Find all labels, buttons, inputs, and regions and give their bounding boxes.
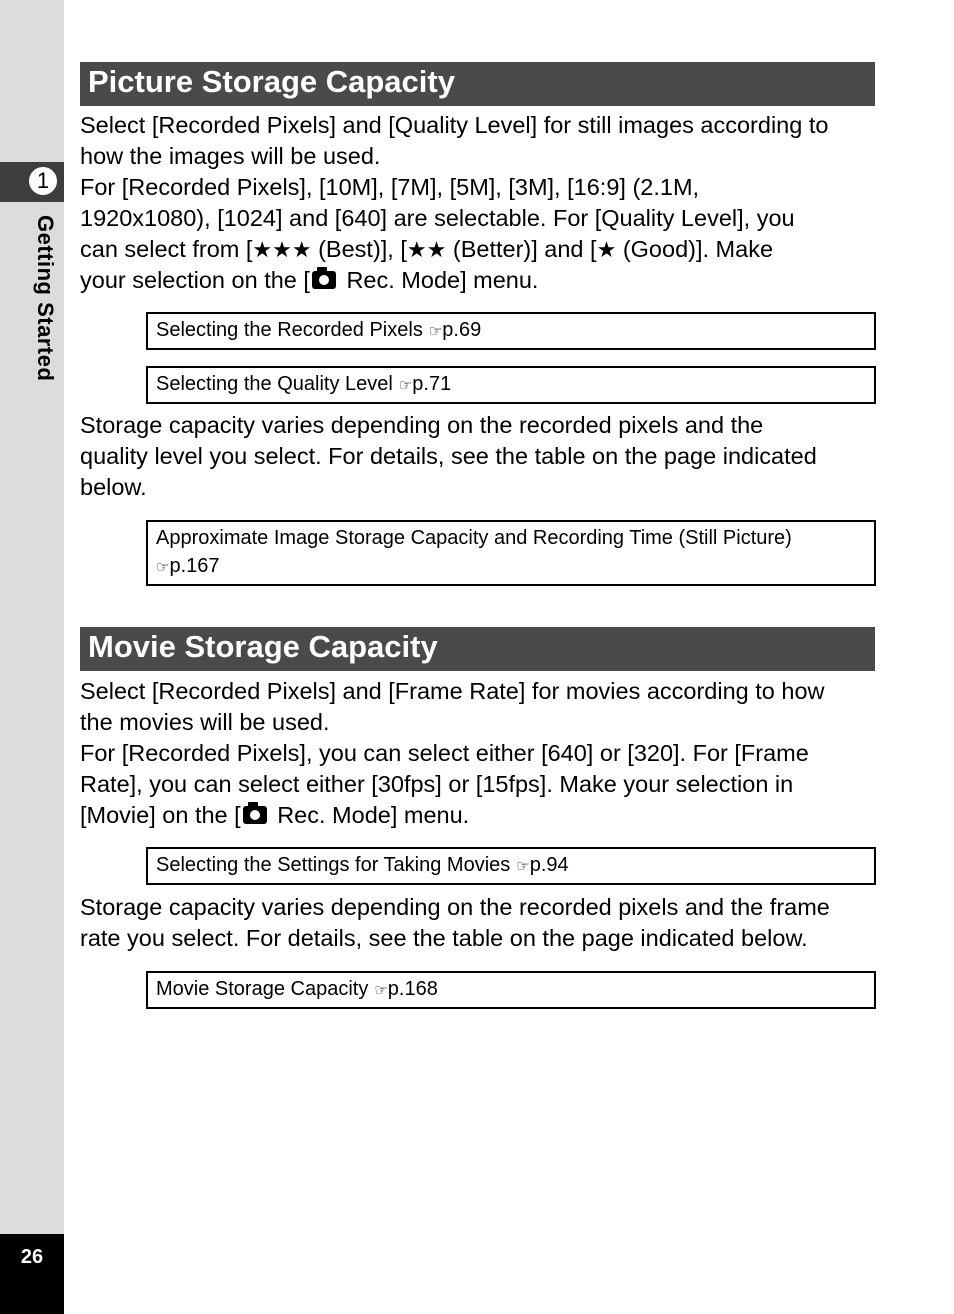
reference-icon: ☞: [428, 323, 443, 340]
star-good-icon: ★: [596, 237, 617, 262]
reference-movie-storage-table[interactable]: Movie Storage Capacity ☞p.168: [146, 971, 876, 1009]
movie-capacity-paragraph: Storage capacity varies depending on the recorded pixels and the frame rate you select. For details, see the table on the page indicated below.: [80, 894, 830, 951]
reference-icon: ☞: [156, 559, 170, 576]
reference-quality-level[interactable]: Selecting the Quality Level ☞p.71: [146, 366, 876, 404]
picture-capacity-paragraph: Storage capacity varies depending on the recorded pixels and the quality level you select. For details, see the table on the page indicated below.: [80, 412, 817, 500]
picture-intro-paragraph: Select [Recorded Pixels] and [Quality Level] for still images according to how the images will be used. For [Recorded Pixels], [10M], [7M], [5M], [3M], [16:9] (2.1M, 1920x1080), [1024] and [640] are selectable. For [Quality Level], you can select from [★★★ (Best)], [★★ (Better)] and [★ (Good)]. Make your selection on the [ Rec. Mode] menu.: [80, 112, 829, 293]
camera-icon: [243, 806, 267, 824]
movie-intro-paragraph: Select [Recorded Pixels] and [Frame Rate] for movies according to how the movies will be used. For [Recorded Pixels], you can select either [640] or [320]. For [Frame Rate], you can select either [30fps] or [15fps]. Make your selection in [Movie] on the [ Rec. Mode] menu.: [80, 678, 825, 828]
camera-icon: [312, 271, 336, 289]
picture-storage-heading: Picture Storage Capacity: [80, 62, 875, 106]
page-number: 26: [20, 1246, 44, 1268]
reference-icon: ☞: [374, 982, 388, 999]
movie-storage-heading: Movie Storage Capacity: [80, 627, 875, 671]
chapter-title: Getting Started: [33, 215, 58, 382]
reference-image-storage-table[interactable]: Approximate Image Storage Capacity and Recording Time (Still Picture) ☞p.167: [146, 520, 876, 586]
reference-icon: ☞: [516, 858, 530, 875]
reference-taking-movies[interactable]: Selecting the Settings for Taking Movies ☞p.94: [146, 847, 876, 885]
reference-icon: ☞: [398, 377, 413, 394]
chapter-number: 1: [27, 165, 59, 197]
star-best-icon: ★★★: [252, 237, 312, 262]
reference-recorded-pixels[interactable]: Selecting the Recorded Pixels ☞p.69: [146, 312, 876, 350]
star-better-icon: ★★: [406, 237, 447, 262]
